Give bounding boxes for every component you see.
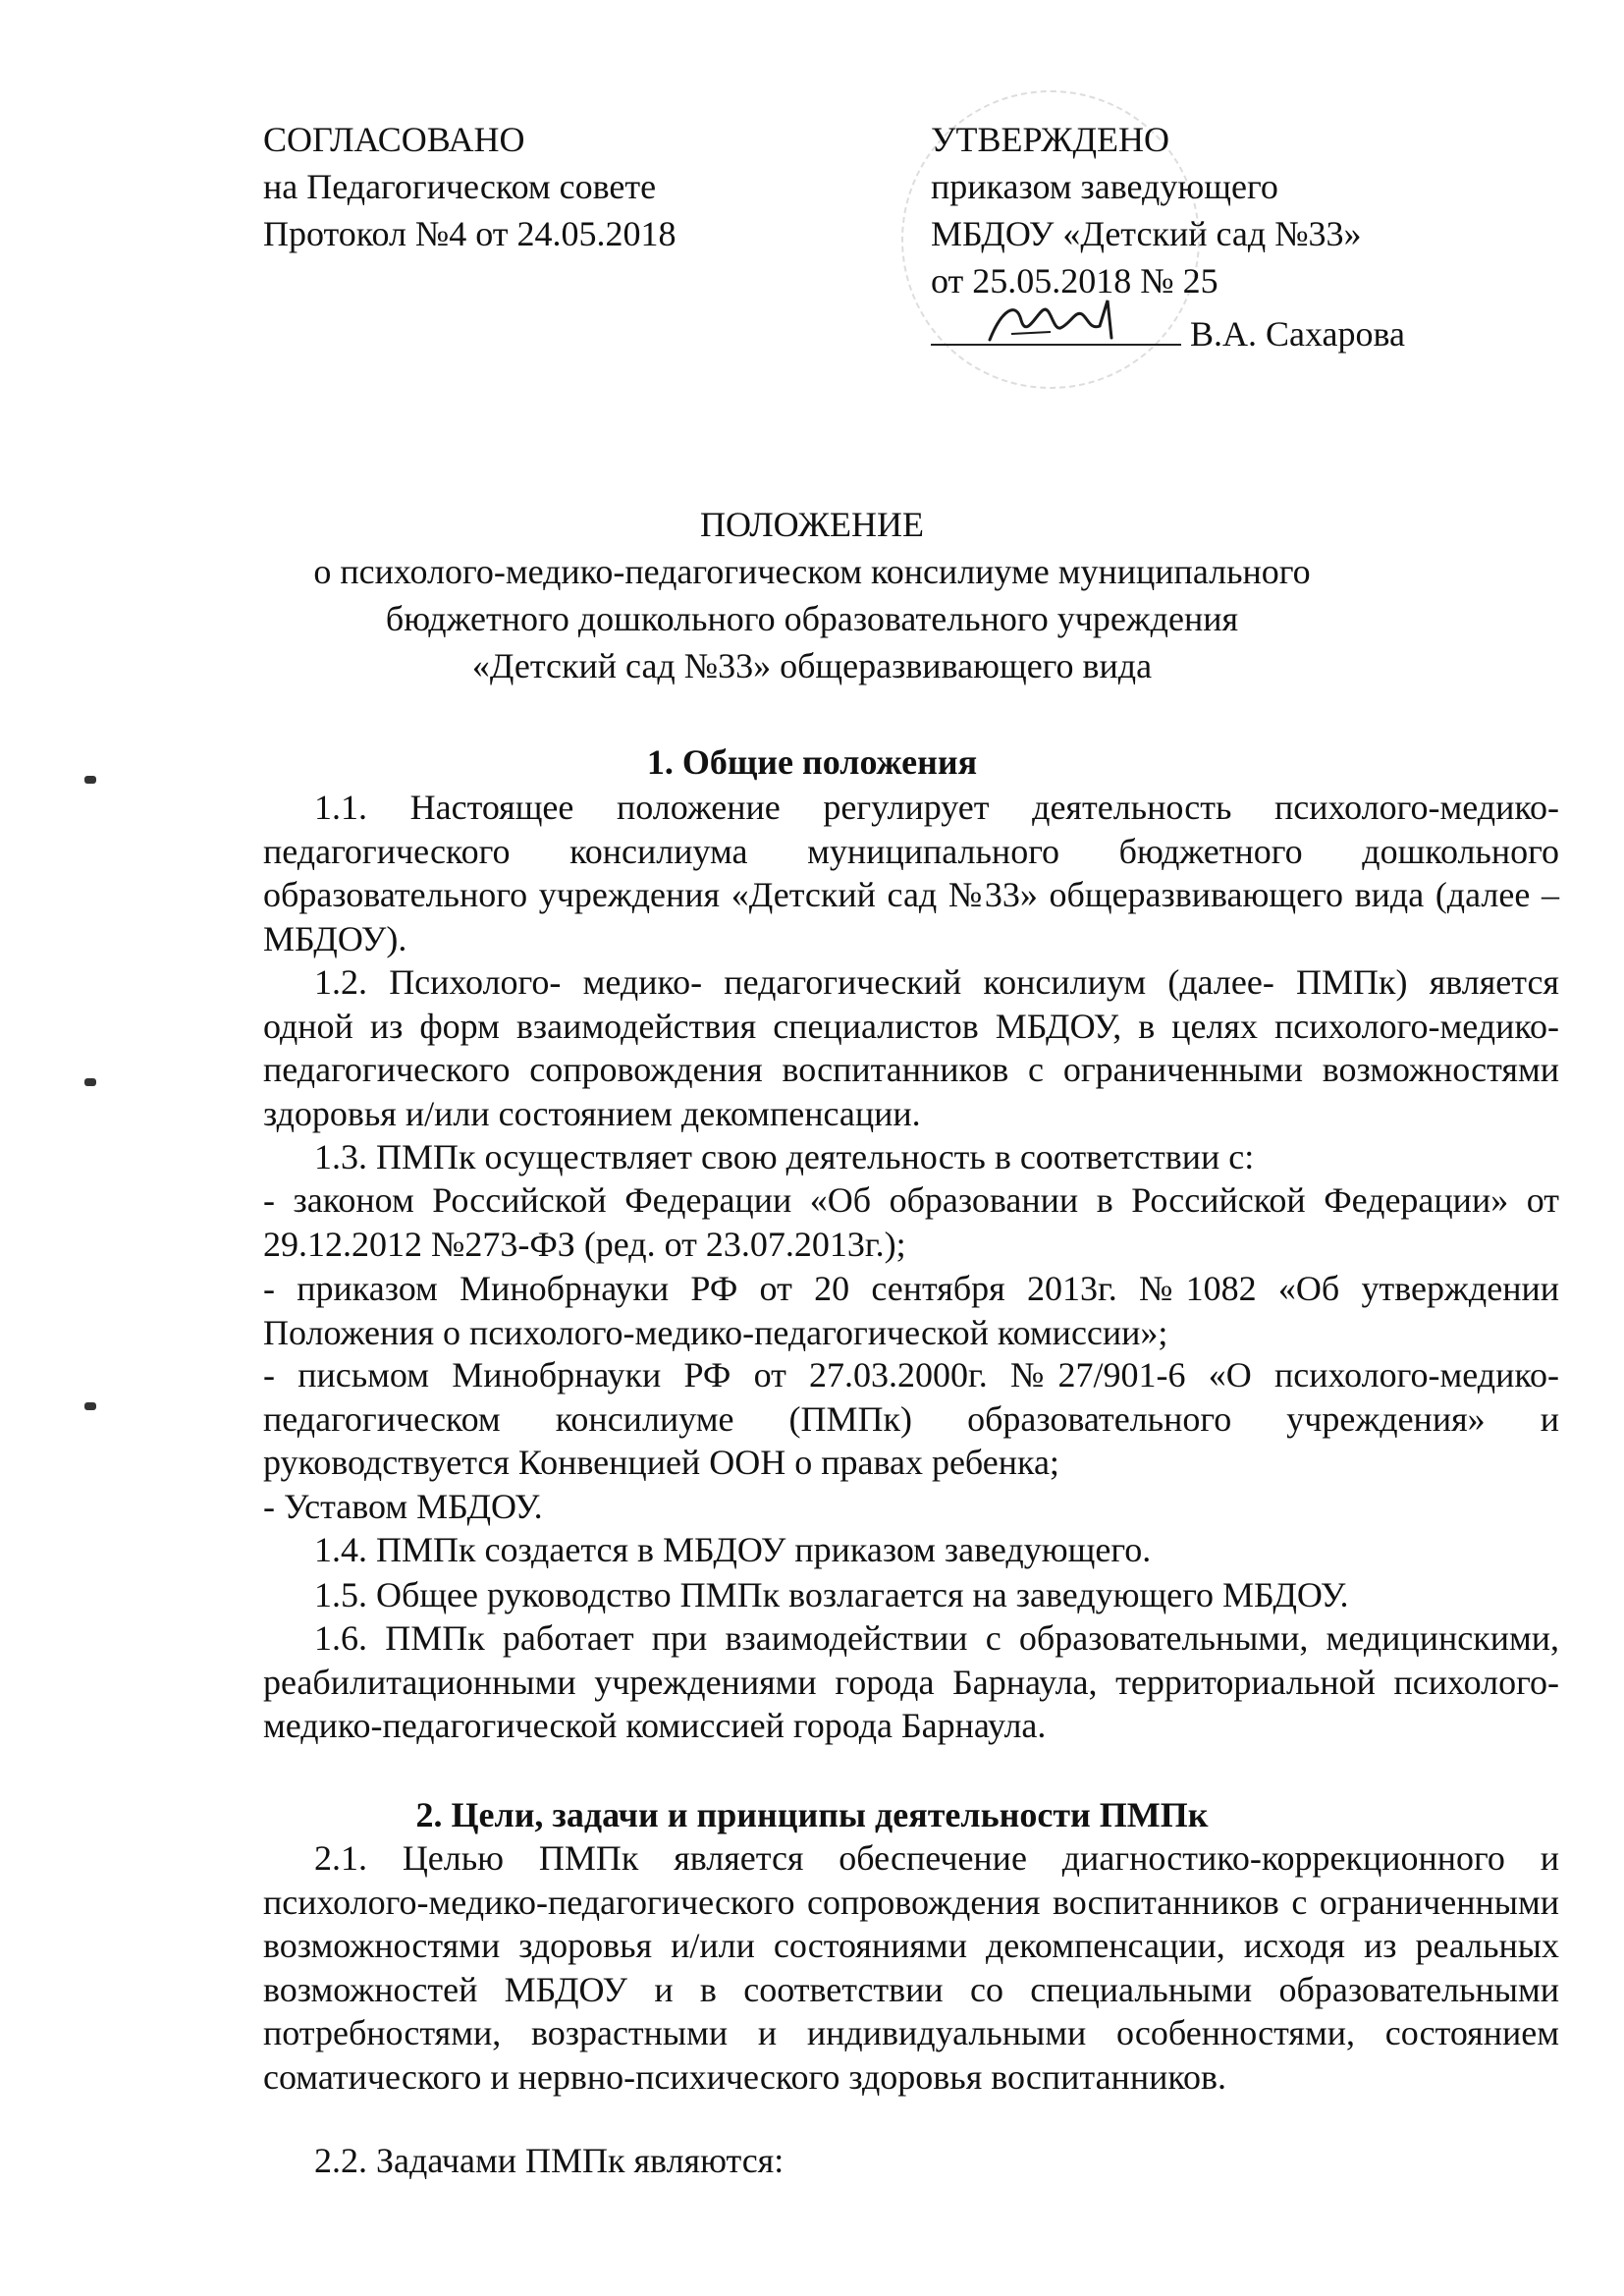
list-item-order: - приказом Минобрнауки РФ от 20 сентября 2013г. №1082 «Об утверждении Положения о психолого-медико-педагогической комиссии»; (263, 1269, 1559, 1352)
section-1-heading: 1. Общие положения (646, 742, 978, 782)
approved-heading: УТВЕРЖДЕНО (931, 120, 1170, 159)
paragraph-1-2: 1.2. Психолого- медико- педагогический консилиум (далее- ПМПк) является одной из форм взаимодействия специалистов МБДОУ, в целях психолого-медико-педагогического сопровождения воспитанников с ограниченными возможностями здоровья и/или состоянием декомпенсации. (263, 962, 1559, 1133)
scan-mark (84, 776, 96, 784)
signatory-name: В.А. Сахарова (1190, 314, 1406, 354)
title-line-4: «Детский сад №33» общеразвивающего вида (471, 646, 1153, 685)
handwritten-signature (982, 291, 1129, 350)
section-2-heading: 2. Цели, задачи и принципы деятельности ПМПк (415, 1795, 1209, 1834)
agreed-protocol: Протокол №4 от 24.05.2018 (263, 214, 677, 253)
approved-order: приказом заведующего (931, 167, 1278, 206)
list-item-charter: - Уставом МБДОУ. (263, 1487, 543, 1526)
list-item-law: - законом Российской Федерации «Об образовании в Российской Федерации» от 29.12.2012 №273-ФЗ (ред. от 23.07.2013г.); (263, 1180, 1559, 1264)
paragraph-1-1: 1.1. Настоящее положение регулирует деятельность психолого-медико-педагогического консилиума муниципального бюджетного дошкольного образовательного учреждения «Детский сад №33» общеразвивающего вида (далее – МБДОУ). (263, 788, 1559, 958)
agreed-heading: СОГЛАСОВАНО (263, 120, 525, 159)
approved-institution: МБДОУ «Детский сад №33» (931, 214, 1362, 253)
scan-mark (84, 1402, 96, 1410)
title-line-3: бюджетного дошкольного образовательного учреждения (385, 599, 1239, 638)
title-main: ПОЛОЖЕНИЕ (700, 505, 924, 544)
agreed-council: на Педагогическом совете (263, 167, 657, 206)
paragraph-2-2: 2.2. Задачами ПМПк являются: (314, 2141, 785, 2180)
title-line-2: о психолого-медико-педагогическом консилиуме муниципального (313, 552, 1311, 591)
document-title (0, 501, 1624, 689)
paragraph-1-6: 1.6. ПМПк работает при взаимодействии с образовательными, медицинскими, реабилитационными учреждениями города Барнаула, территориальной психолого-медико-педагогической комиссией города Барнаула. (263, 1618, 1559, 1745)
approved-block (931, 116, 1405, 357)
scan-mark (84, 1078, 96, 1086)
paragraph-2-1: 2.1. Целью ПМПк является обеспечение диагностико-коррекционного и психолого-медико-педагогического сопровождения воспитанников с ограниченными возможностями здоровья и/или состояниями декомпенсации, исходя из реальных возможностей МБДОУ и в соответствии со специальными образовательными потребностями, возрастными и индивидуальными особенностями, состоянием соматического и нервно-психического здоровья воспитанников. (263, 1838, 1559, 2097)
signature-line (931, 304, 1405, 357)
paragraph-1-5: 1.5. Общее руководство ПМПк возлагается на заведующего МБДОУ. (314, 1575, 1349, 1614)
agreed-block (263, 116, 677, 257)
signature-underline (931, 304, 1181, 346)
approved-date: от 25.05.2018 № 25 (931, 261, 1218, 301)
paragraph-1-3: 1.3. ПМПк осуществляет свою деятельность в соответствии с: (314, 1137, 1255, 1176)
list-item-letter: - письмом Минобрнауки РФ от 27.03.2000г. №27/901-6 «О психолого-медико-педагогическом консилиуме (ПМПк) образовательного учреждения» и руководствуется Конвенцией ООН о правах ребенка; (263, 1355, 1559, 1482)
paragraph-1-4: 1.4. ПМПк создается в МБДОУ приказом заведующего. (314, 1530, 1152, 1569)
